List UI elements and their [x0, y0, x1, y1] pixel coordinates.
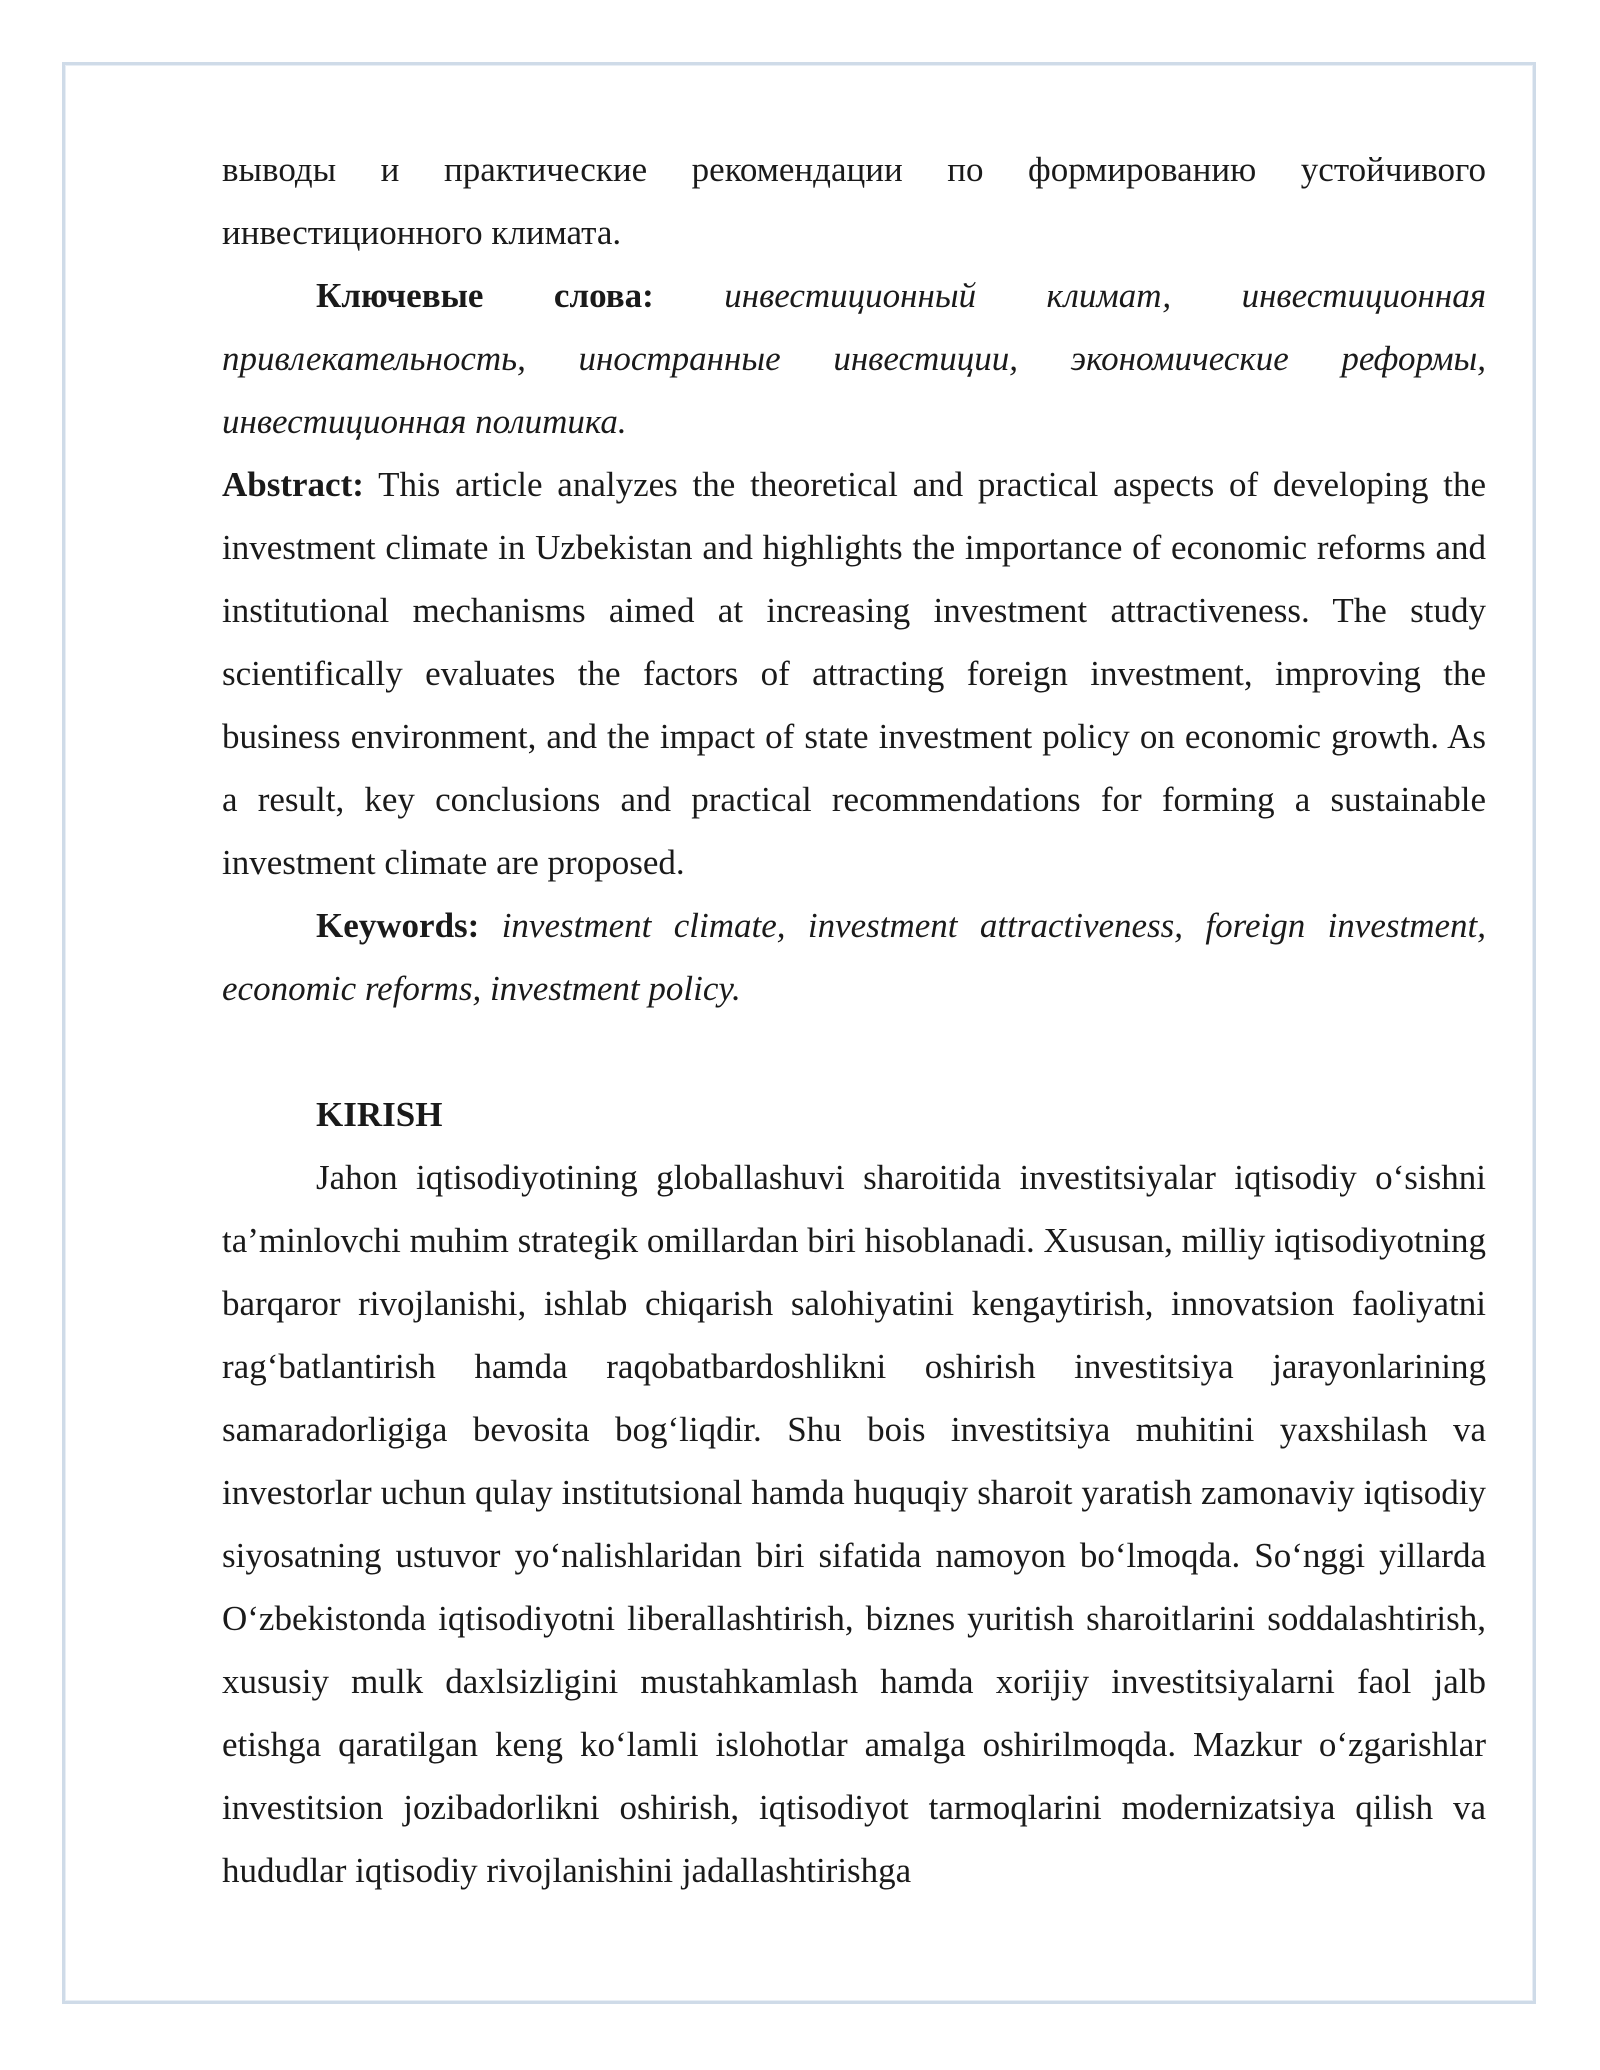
abstract-text: This article analyzes the theoretical and practical aspects of developing the investment climate in Uzbekistan and highlights the importance of economic reforms and institutional mechanisms aimed at increasing investment attractiveness. The study scientifically evaluates the factors of attracting foreign investment, improving the business environment, and the impact of state investment policy on economic growth. As a result, key conclusions and practical recommendations for forming a sustainable investment climate are proposed. [222, 465, 1486, 882]
en-keywords-text: investment climate, investment attractiveness, foreign investment, economic reforms, investment policy. [222, 906, 1486, 1008]
blank-line [222, 1020, 1486, 1083]
abstract-paragraph [222, 453, 1486, 894]
ru-keywords-paragraph [222, 264, 1486, 453]
document-body [222, 138, 1486, 1902]
ru-conclusion-paragraph: выводы и практические рекомендации по формированию устойчивого инвестиционного климата. [222, 150, 1486, 252]
section-heading: KIRISH [316, 1095, 443, 1134]
ru-keywords-label: Ключевые слова: [316, 276, 654, 315]
abstract-label: Abstract: [222, 465, 364, 504]
en-keywords-label: Keywords: [316, 906, 480, 945]
en-keywords-paragraph [222, 894, 1486, 1020]
ru-keywords-text: инвестиционный климат, инвестиционная привлекательность, иностранные инвестиции, экономические реформы, инвестиционная политика. [222, 276, 1487, 441]
section-paragraph: Jahon iqtisodiyotining globallashuvi sharoitida investitsiyalar iqtisodiy o‘sishni ta’minlovchi muhim strategik omillardan biri hisoblanadi. Xususan, milliy iqtisodiyotning barqaror rivojlanishi, ishlab chiqarish salohiyatini kengaytirish, innovatsion faoliyatni rag‘batlantirish hamda raqobatbardoshlikni oshirish investitsiya jarayonlarining samaradorligiga bevosita bog‘liqdir. Shu bois investitsiya muhitini yaxshilash va investorlar uchun qulay institutsional hamda huquqiy sharoit yaratish zamonaviy iqtisodiy siyosatning ustuvor yo‘nalishlaridan biri sifatida namoyon bo‘lmoqda. So‘nggi yillarda O‘zbekistonda iqtisodiyotni liberallashtirish, biznes yuritish sharoitlarini soddalashtirish, xususiy mulk daxlsizligini mustahkamlash hamda xorijiy investitsiyalarni faol jalb etishga qaratilgan keng ko‘lamli islohotlar amalga oshirilmoqda. Mazkur o‘zgarishlar investitsion jozibadorlikni oshirish, iqtisodiyot tarmoqlarini modernizatsiya qilish va hududlar iqtisodiy rivojlanishini jadallashtirishga [222, 1158, 1486, 1890]
